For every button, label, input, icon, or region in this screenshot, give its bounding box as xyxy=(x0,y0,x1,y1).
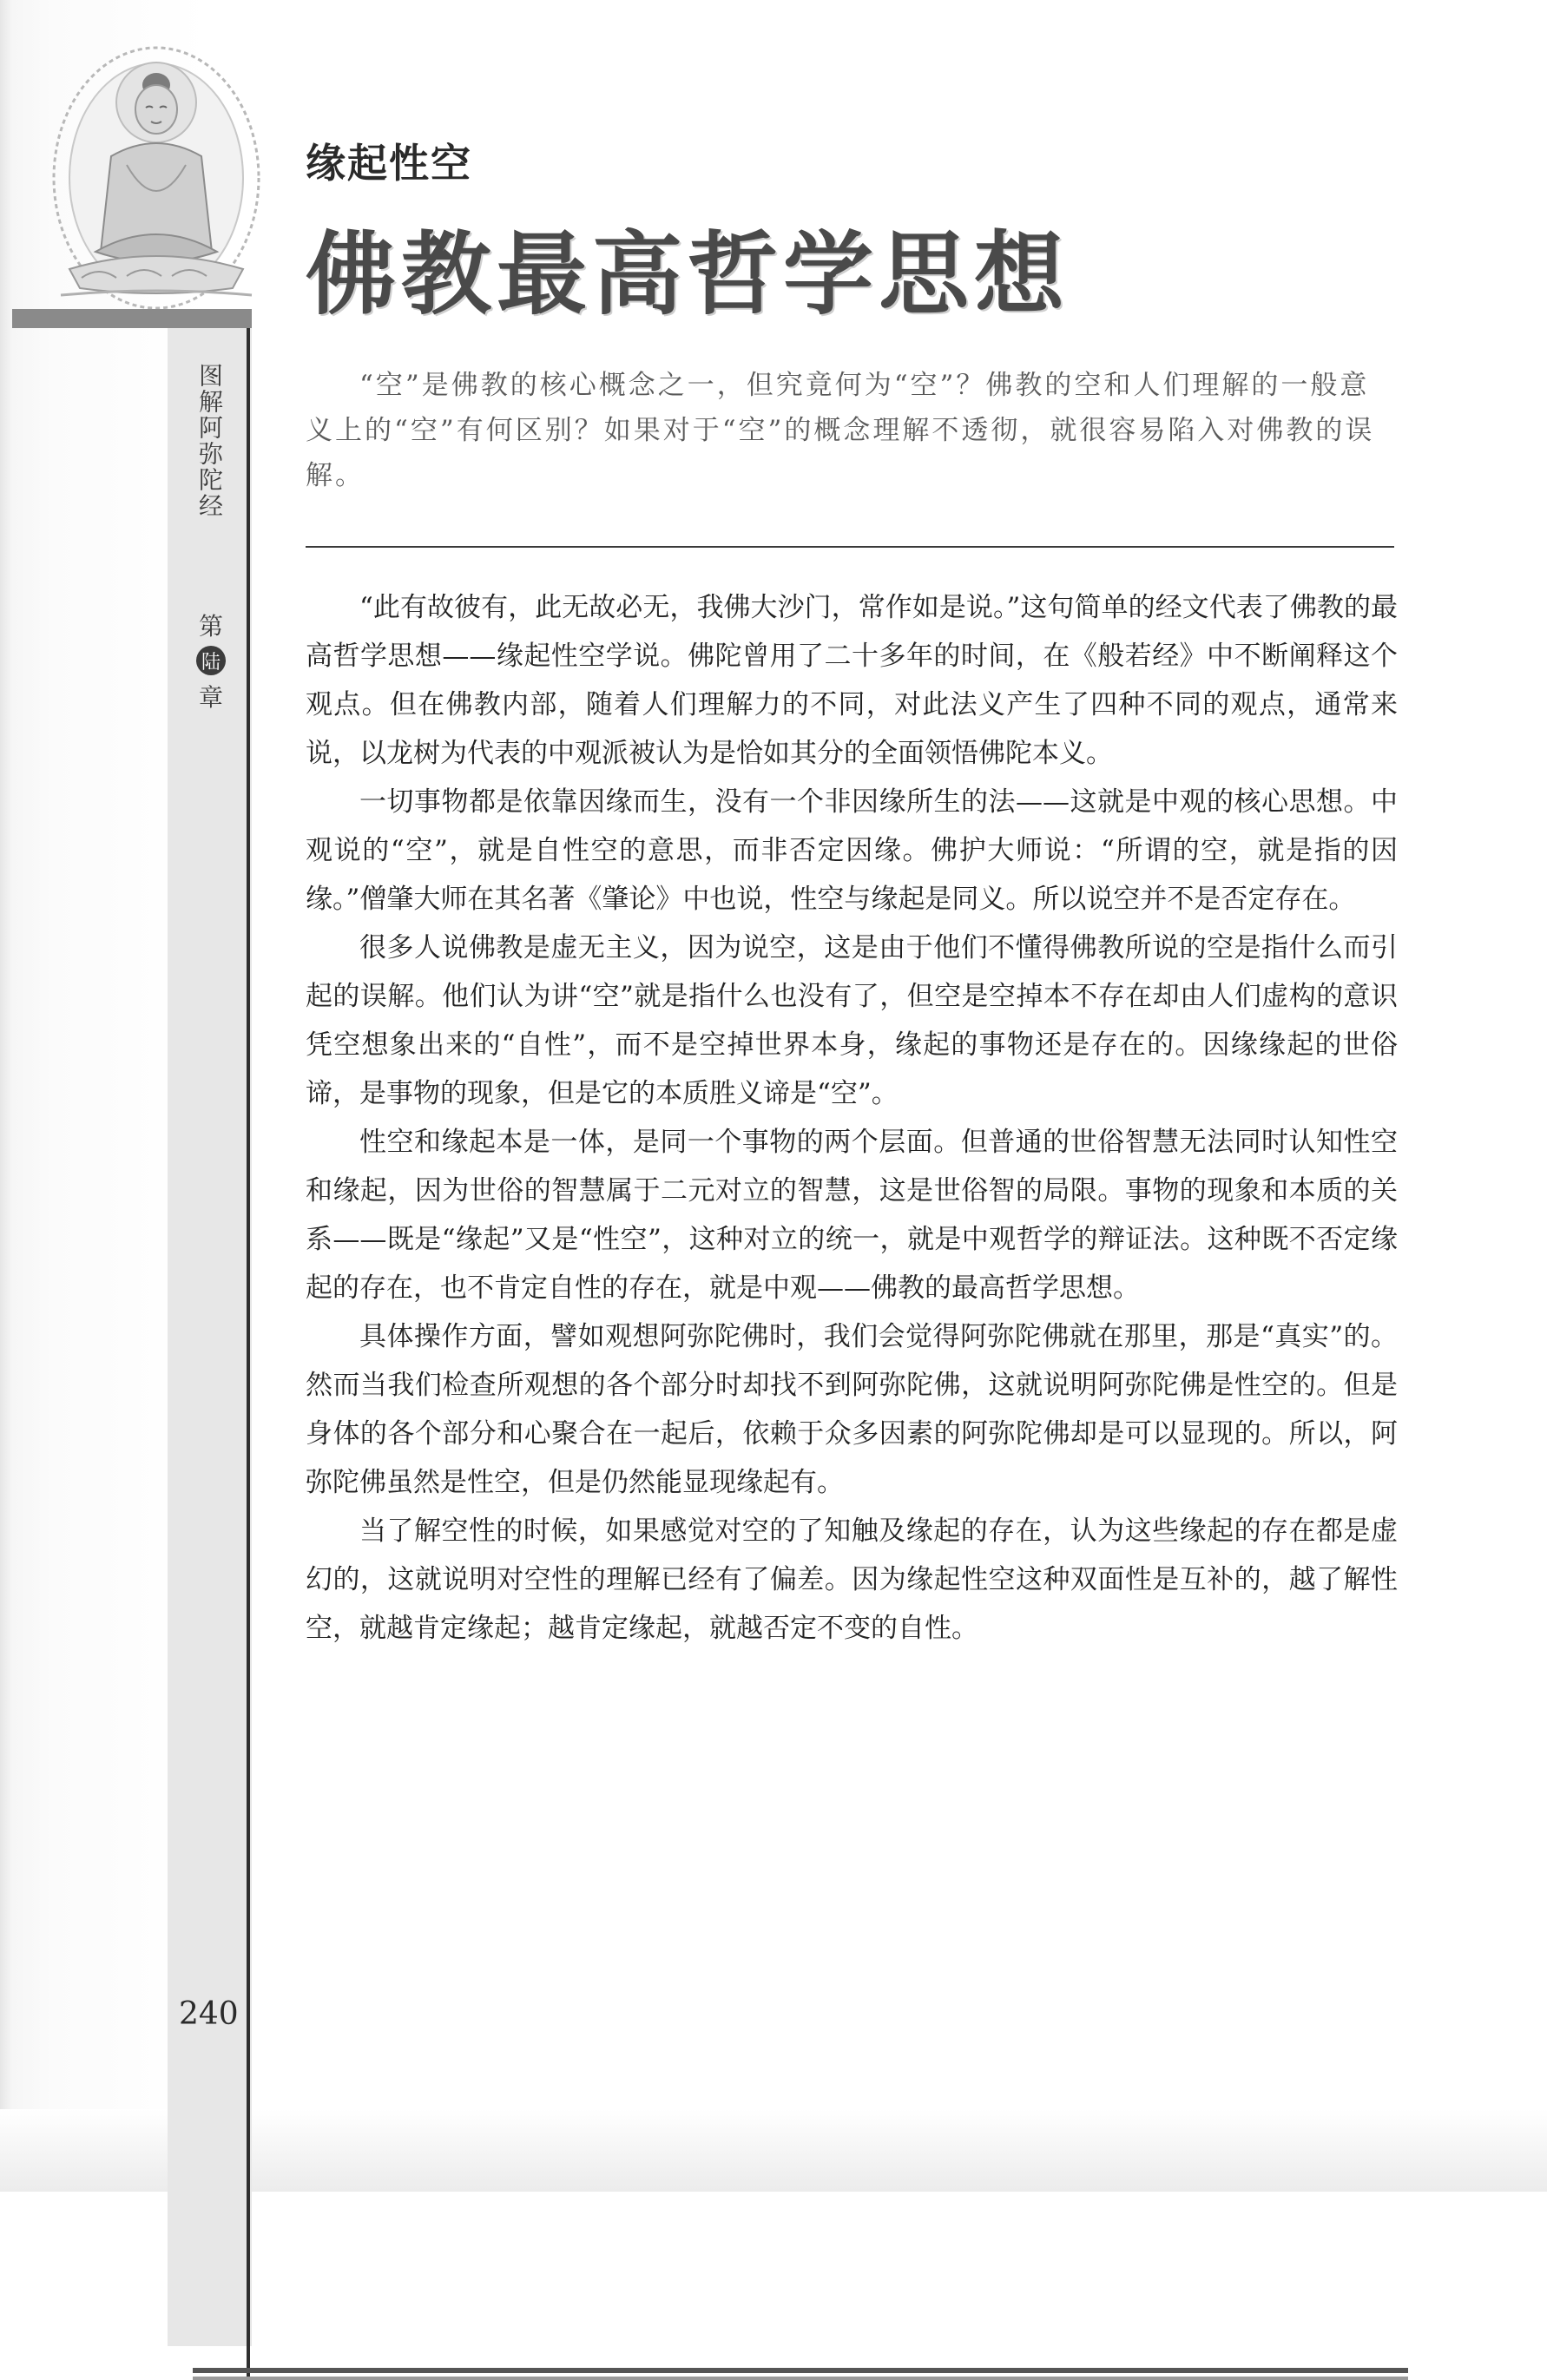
body-paragraph: 很多人说佛教是虚无主义，因为说空，这是由于他们不懂得佛教所说的空是指什么而引起的误解。他们认为讲“空”就是指什么也没有了，但空是空掉本不存在却由人们虚构的意识凭空想象出来的“自性”，而不是空掉世界本身，缘起的事物还是存在的。因缘缘起的世俗谛，是事物的现象，但是它的本质胜义谛是“空”。 xyxy=(306,932,1398,1109)
body-paragraph: 具体操作方面，譬如观想阿弥陀佛时，我们会觉得阿弥陀佛就在那里，那是“真实”的。然而当我们检查所观想的各个部分时却找不到阿弥陀佛，这就说明阿弥陀佛是性空的。但是身体的各个部分和心聚合在一起后，依赖于众多因素的阿弥陀佛却是可以显现的。所以，阿弥陀佛虽然是性空，但是仍然能显现缘起有。 xyxy=(306,1321,1398,1498)
sidebar-rule xyxy=(247,328,250,2378)
footer-rule xyxy=(193,2368,1408,2373)
chapter-suffix: 章 xyxy=(198,683,223,712)
intro-paragraph: “空”是佛教的核心概念之一，但究竟何为“空”？佛教的空和人们理解的一般意义上的“空”有何区别？如果对于“空”的概念理解不透彻，就很容易陷入对佛教的误解。 xyxy=(306,370,1375,491)
body-text xyxy=(306,583,1398,1653)
buddha-illustration xyxy=(43,35,269,312)
section-subtitle: 缘起性空 xyxy=(306,140,472,187)
body-paragraph: “此有故彼有，此无故必无，我佛大沙门，常作如是说。”这句简单的经文代表了佛教的最高哲学思想——缘起性空学说。佛陀曾用了二十多年的时间，在《般若经》中不断阐释这个观点。但在佛教内部，随着人们理解力的不同，对此法义产生了四种不同的观点，通常来说，以龙树为代表的中观派被认为是恰如其分的全面领悟佛陀本义。 xyxy=(306,592,1398,769)
chapter-label xyxy=(193,608,229,713)
book-title: 图解阿弥陀经 xyxy=(195,363,224,519)
intro-divider xyxy=(306,546,1394,548)
header-band xyxy=(12,309,252,328)
body-paragraph: 当了解空性的时候，如果感觉对空的了知触及缘起的存在，认为这些缘起的存在都是虚幻的，这就说明对空性的理解已经有了偏差。因为缘起性空这种双面性是互补的，越了解性空，就越肯定缘起；越肯定缘起，就越否定不变的自性。 xyxy=(306,1515,1398,1644)
chapter-prefix: 第 xyxy=(198,612,223,641)
body-paragraph: 性空和缘起本是一体，是同一个事物的两个层面。但普通的世俗智慧无法同时认知性空和缘起，因为世俗的智慧属于二元对立的智慧，这是世俗智的局限。事物的现象和本质的关系——既是“缘起”又是“性空”，这种对立的统一，就是中观哲学的辩证法。这种既不否定缘起的存在，也不肯定自性的存在，就是中观——佛教的最高哲学思想。 xyxy=(306,1127,1398,1304)
footer-rule-shadow xyxy=(193,2377,1408,2380)
body-paragraph: 一切事物都是依靠因缘而生，没有一个非因缘所生的法——这就是中观的核心思想。中观说的“空”，就是自性空的意思，而非否定因缘。佛护大师说：“所谓的空，就是指的因缘。”僧肇大师在其名著《肇论》中也说，性空与缘起是同义。所以说空并不是否定存在。 xyxy=(306,786,1398,915)
page-number: 240 xyxy=(179,1996,239,2032)
chapter-number-badge: 陆 xyxy=(196,646,226,675)
section-title: 佛教最高哲学思想 xyxy=(306,220,1070,327)
